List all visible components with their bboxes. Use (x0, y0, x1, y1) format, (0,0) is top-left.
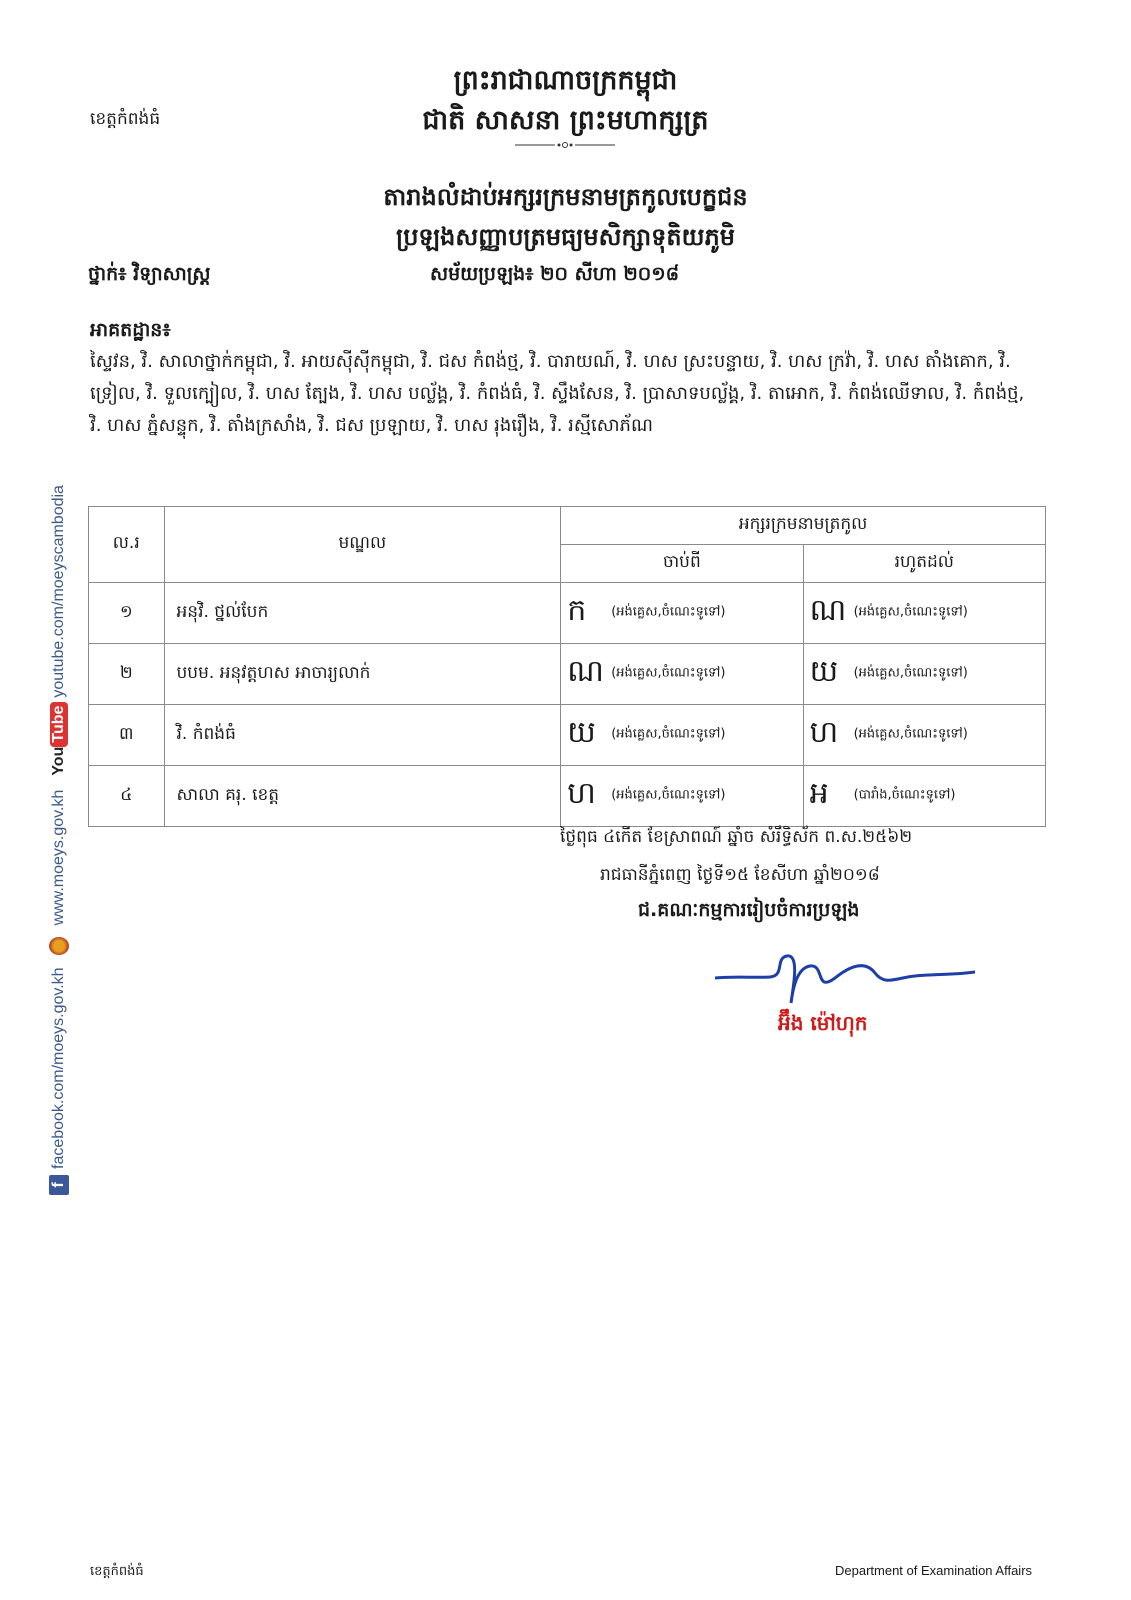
to-letter: យ (809, 654, 839, 689)
document-title: តារាងលំដាប់អក្សរក្រមនាមត្រកូលបេក្ខជន (383, 183, 748, 211)
row-to (803, 644, 1045, 705)
session-date: សម័យប្រឡង៖ ២០ សីហា ២០១៨ (430, 263, 680, 285)
from-letter: ហ (567, 776, 596, 811)
allocation-table (88, 506, 1046, 827)
province-label: ខេត្តកំពង់ធំ (90, 109, 161, 129)
national-motto: ជាតិ សាសនា ព្រះមហាក្សត្រ (422, 105, 709, 136)
from-note: (អង់គ្លេស,ចំណេះទូទៅ) (611, 726, 726, 742)
origin-school-list: ស្ទៃវន, វិ. សាលាថ្នាក់កម្ពុជា, វិ. អាយស៊ីស៊ីកម្ពុជា, វិ. ជស កំពង់ថ្ម, វិ. បារាយណ៍, វិ. ហស ស្រះបន្ទាយ, វិ. ហស ក្រវ៉ា, វិ. ហស តាំងគោក, វិ. ទ្រៀល, វិ. ទួលក្បៀល, វិ. ហស ត្បែង, វិ. ហស បល្ល័ង្គ, វិ. កំពង់ធំ, វិ. ស្ទឹងសែន, វិ. ប្រាសាទបល្ល័ង្គ, វិ. តាអោក, វិ. កំពង់ឈើទាល, វិ. កំពង់ថ្ម, វិ. ហស ភ្នំសន្ទុក, វិ. តាំងក្រសាំង, វិ. ជស ប្រឡាយ, វិ. ហស រុងរឿង, វិ. រស្មីសោភ័ណ (90, 351, 1025, 436)
table-row (89, 583, 1046, 644)
signer-name: អ៊ឹង ម៉ៅហុក (778, 1011, 868, 1035)
from-letter: យ (567, 715, 596, 750)
to-note: (បារាំង,ចំណេះទូទៅ) (853, 787, 956, 803)
social-sidebar (49, 485, 69, 1195)
row-from (561, 766, 803, 827)
row-from (561, 583, 803, 644)
signature-icon (715, 948, 975, 1008)
row-to (803, 583, 1045, 644)
table-row (89, 766, 1046, 827)
from-letter: ក (567, 593, 587, 628)
committee-title: ជ.គណៈកម្មការរៀបចំការប្រឡង (638, 899, 860, 921)
to-letter: អ (809, 776, 829, 811)
from-note: (អង់គ្លេស,ចំណេះទូទៅ) (611, 787, 726, 803)
header-center: មណ្ឌល (164, 507, 561, 583)
youtube-link[interactable]: youtube.com/moeyscambodia (50, 485, 67, 698)
row-center: អនុវិ. ថ្នល់បែក (164, 583, 561, 644)
facebook-link[interactable]: facebook.com/moeys.gov.kh (50, 967, 67, 1169)
to-letter: ហ (809, 715, 839, 750)
row-center: បបម. អនុវត្តហស អាចារ្យលាក់ (164, 644, 561, 705)
header-to: រហូតដល់ (803, 545, 1045, 583)
row-to (803, 705, 1045, 766)
website-link[interactable]: www.moeys.gov.kh (50, 789, 67, 926)
origin-label: អាគតដ្ឋាន៖ (90, 319, 171, 341)
solar-date: រាជធានីភ្នំពេញ ថ្ងៃទី១៥ ខែសីហា ឆ្នាំ២០១៨ (600, 865, 880, 885)
lunar-date: ថ្ងៃពុធ ៤កើត ខែស្រាពណ៍ ឆ្នាំច សំរឹទ្ធិស័ក ព.ស.២៥៦២ (560, 827, 913, 847)
ornament-divider-icon (515, 140, 615, 150)
row-from (561, 644, 803, 705)
row-to (803, 766, 1045, 827)
row-from (561, 705, 803, 766)
table-row (89, 644, 1046, 705)
youtube-icon: Tube (50, 702, 68, 747)
row-center: សាលា គរុ. ខេត្ត (164, 766, 561, 827)
from-note: (អង់គ្លេស,ចំណេះទូទៅ) (611, 665, 726, 681)
from-letter: ណ (567, 654, 604, 689)
to-note: (អង់គ្លេស,ចំណេះទូទៅ) (853, 665, 968, 681)
ministry-seal-icon (49, 937, 69, 955)
row-center: វិ. កំពង់ធំ (164, 705, 561, 766)
footer-department: Department of Examination Affairs (835, 1563, 1033, 1578)
row-number: ២ (89, 644, 165, 705)
to-letter: ណ (809, 593, 847, 628)
facebook-icon: f (49, 1175, 69, 1195)
kingdom-heading: ព្រះរាជាណាចក្រកម្ពុជា (453, 65, 678, 96)
header-from: ចាប់ពី (561, 545, 803, 583)
header-name-range: អក្សរក្រមនាមត្រកូល (561, 507, 1046, 545)
to-note: (អង់គ្លេស,ចំណេះទូទៅ) (853, 726, 968, 742)
table-row (89, 705, 1046, 766)
footer-province: ខេត្តកំពង់ធំ (90, 1564, 144, 1579)
to-note: (អង់គ្លេស,ចំណេះទូទៅ) (853, 604, 968, 620)
row-number: ៣ (89, 705, 165, 766)
exam-name: ប្រឡងសញ្ញាបត្រមធ្យមសិក្សាទុតិយភូមិ (396, 223, 735, 251)
subject-label: ថ្នាក់៖ វិទ្យាសាស្ត្រ (88, 263, 211, 285)
row-number: ៤ (89, 766, 165, 827)
row-number: ១ (89, 583, 165, 644)
from-note: (អង់គ្លេស,ចំណេះទូទៅ) (611, 604, 726, 620)
youtube-you-label: You (50, 746, 67, 776)
header-number: ល.រ (89, 507, 165, 583)
